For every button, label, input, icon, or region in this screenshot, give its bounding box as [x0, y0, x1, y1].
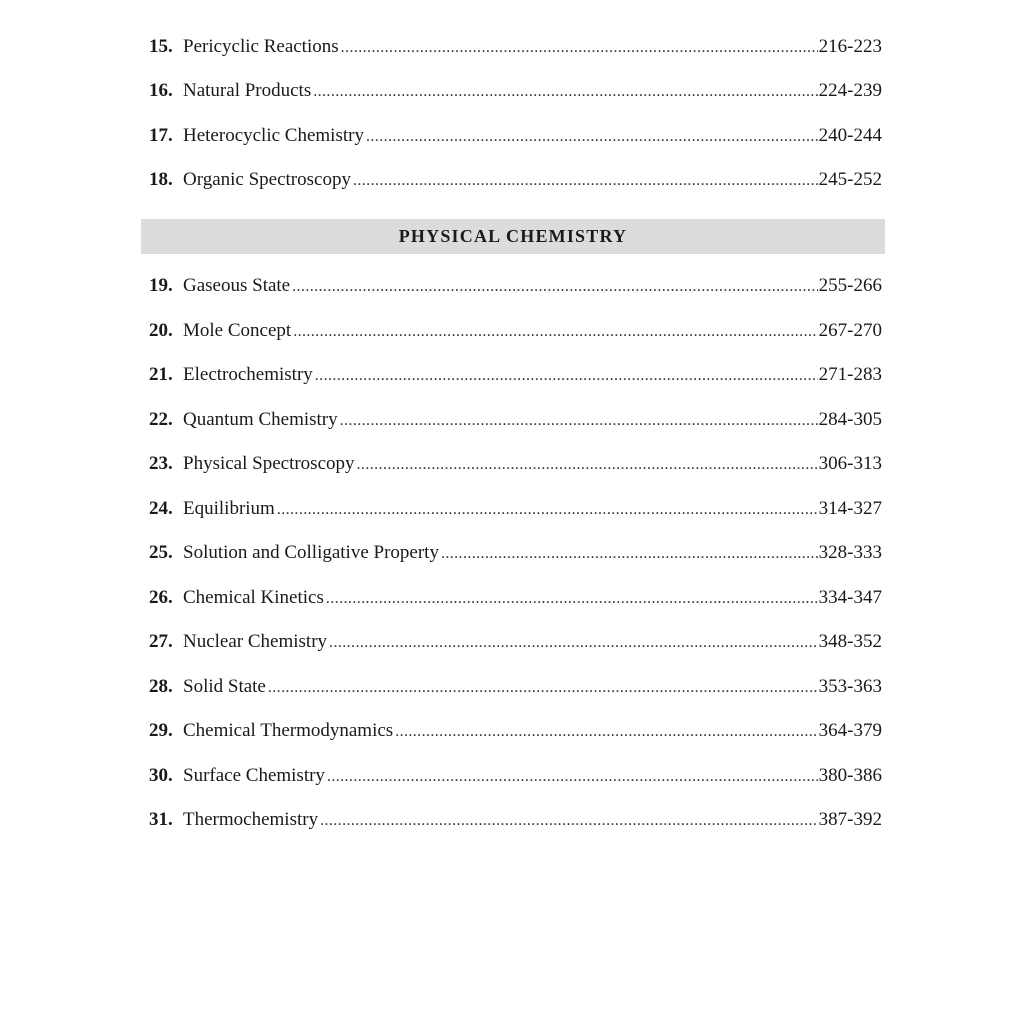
- toc-entry[interactable]: [149, 583, 882, 613]
- dot-leader: [268, 673, 818, 703]
- entry-number: 15.: [149, 36, 173, 57]
- entry-title: Electrochemistry: [183, 364, 313, 385]
- entry-pages: 255-266: [818, 275, 882, 296]
- dot-leader: [441, 539, 818, 569]
- toc-entry[interactable]: [149, 449, 882, 479]
- dot-leader: [395, 717, 817, 747]
- dot-leader: [313, 77, 817, 107]
- dot-leader: [329, 628, 818, 658]
- entry-title: Quantum Chemistry: [183, 409, 338, 430]
- entry-pages: 334-347: [818, 587, 882, 608]
- entry-title: Equilibrium: [183, 498, 275, 519]
- toc-entry[interactable]: [149, 32, 882, 62]
- entry-pages: 306-313: [818, 453, 882, 474]
- entry-pages: 267-270: [818, 320, 882, 341]
- toc-entry[interactable]: [149, 121, 882, 151]
- entry-title: Nuclear Chemistry: [183, 631, 328, 652]
- entry-number: 19.: [149, 275, 173, 296]
- entry-number: 22.: [149, 409, 173, 430]
- entry-title: Heterocyclic Chemistry: [183, 125, 364, 146]
- toc-entry[interactable]: [149, 672, 882, 702]
- entry-pages: 364-379: [818, 720, 882, 741]
- entry-pages: 328-333: [818, 542, 882, 563]
- entry-number: 27.: [149, 631, 173, 652]
- entry-title: Pericyclic Reactions: [183, 36, 339, 57]
- entry-title: Gaseous State: [183, 275, 291, 296]
- entry-title: Surface Chemistry: [183, 765, 325, 786]
- entry-number: 24.: [149, 498, 173, 519]
- entry-number: 29.: [149, 720, 173, 741]
- toc-entry[interactable]: [149, 805, 882, 835]
- entry-title: Chemical Thermodynamics: [183, 720, 394, 741]
- dot-leader: [357, 450, 818, 480]
- entry-title: Solid State: [183, 676, 266, 697]
- entry-pages: 216-223: [818, 36, 882, 57]
- dot-leader: [315, 361, 818, 391]
- toc-entry[interactable]: [149, 627, 882, 657]
- entry-number: 23.: [149, 453, 173, 474]
- entry-number: 30.: [149, 765, 173, 786]
- dot-leader: [326, 584, 818, 614]
- entry-number: 18.: [149, 169, 173, 190]
- dot-leader: [292, 272, 818, 302]
- entry-pages: 245-252: [818, 169, 882, 190]
- dot-leader: [341, 33, 818, 63]
- entry-number: 20.: [149, 320, 173, 341]
- toc-entry[interactable]: [149, 494, 882, 524]
- entry-number: 17.: [149, 125, 173, 146]
- toc-entry[interactable]: [149, 716, 882, 746]
- entry-title: Organic Spectroscopy: [183, 169, 351, 190]
- toc-entry[interactable]: [149, 316, 882, 346]
- dot-leader: [320, 806, 818, 836]
- dot-leader: [277, 495, 818, 525]
- dot-leader: [340, 406, 818, 436]
- toc-entry[interactable]: [149, 360, 882, 390]
- toc-entry[interactable]: [149, 405, 882, 435]
- toc-entry[interactable]: [149, 76, 882, 106]
- dot-leader: [293, 317, 817, 347]
- entry-pages: 387-392: [818, 809, 882, 830]
- toc-entry[interactable]: [149, 538, 882, 568]
- entry-pages: 240-244: [818, 125, 882, 146]
- entry-pages: 353-363: [818, 676, 882, 697]
- entry-number: 16.: [149, 80, 173, 101]
- entry-title: Physical Spectroscopy: [183, 453, 355, 474]
- entry-pages: 380-386: [818, 765, 882, 786]
- entry-title: Thermochemistry: [183, 809, 319, 830]
- entry-pages: 224-239: [818, 80, 882, 101]
- entry-title: Mole Concept: [183, 320, 292, 341]
- section-header: [141, 219, 885, 254]
- entry-number: 28.: [149, 676, 173, 697]
- entry-pages: 284-305: [818, 409, 882, 430]
- toc-entry[interactable]: [149, 165, 882, 195]
- entry-number: 21.: [149, 364, 173, 385]
- entry-number: 25.: [149, 542, 173, 563]
- entry-number: 26.: [149, 587, 173, 608]
- entry-title: Natural Products: [183, 80, 312, 101]
- entry-pages: 314-327: [818, 498, 882, 519]
- toc-entry[interactable]: [149, 761, 882, 791]
- dot-leader: [327, 762, 818, 792]
- section-title: PHYSICAL CHEMISTRY: [398, 226, 628, 246]
- toc-entry[interactable]: [149, 271, 882, 301]
- entry-pages: 348-352: [818, 631, 882, 652]
- entry-pages: 271-283: [818, 364, 882, 385]
- dot-leader: [366, 122, 818, 152]
- dot-leader: [353, 166, 818, 196]
- entry-title: Solution and Colligative Property: [183, 542, 439, 563]
- entry-title: Chemical Kinetics: [183, 587, 324, 608]
- entry-number: 31.: [149, 809, 173, 830]
